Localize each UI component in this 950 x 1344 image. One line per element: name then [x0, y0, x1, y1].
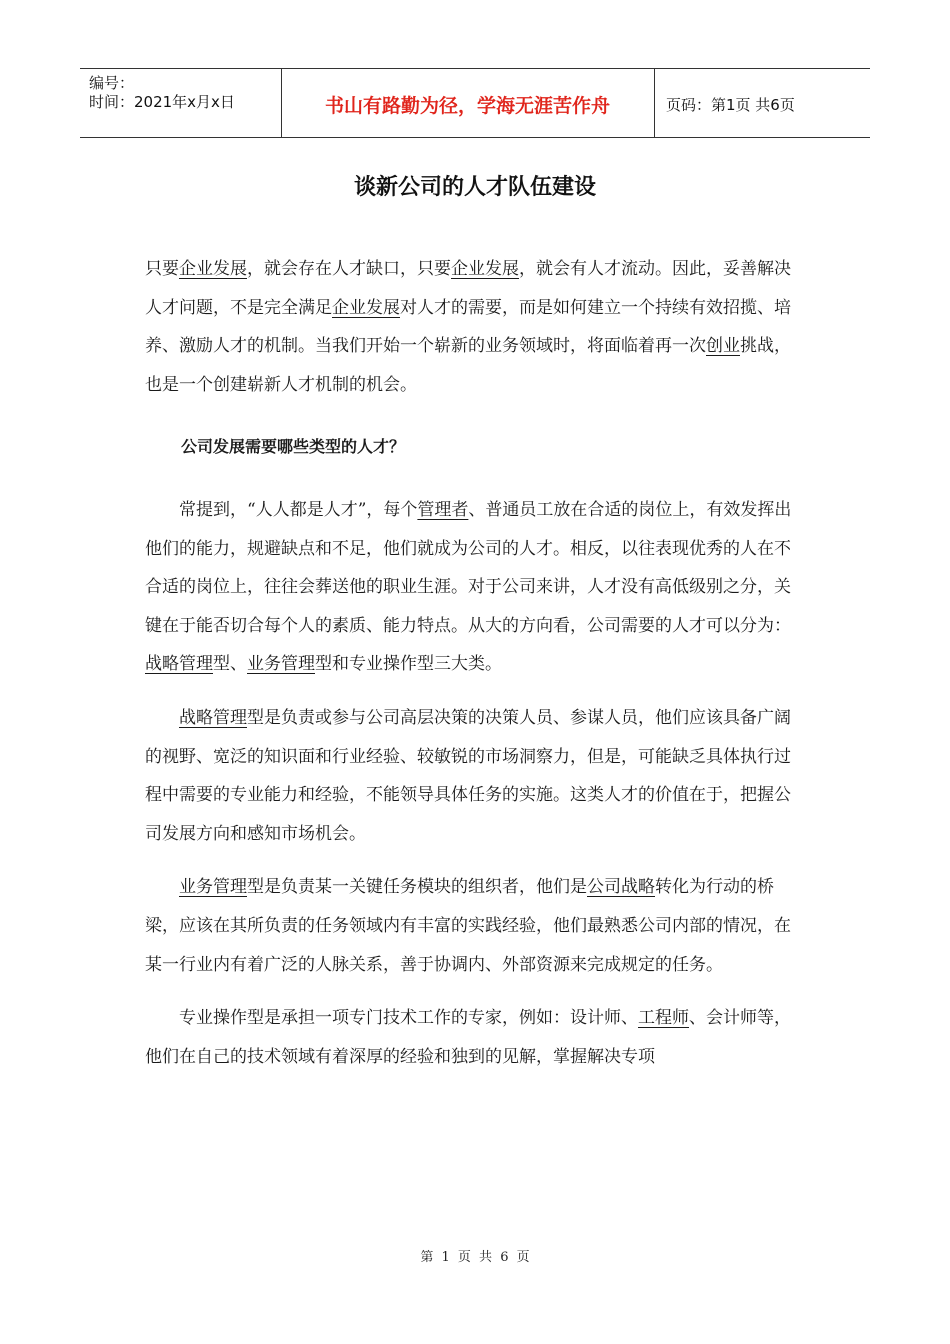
text-run: ，就会有人才流动。因此，妥善解决人才问题，不是完全满足	[145, 259, 791, 318]
link-entrepreneurship[interactable]: 创业	[706, 336, 740, 357]
motto: 书山有路勤为径，学海无涯苦作舟	[324, 95, 610, 117]
text-run: 、会计师等，他们在自己的技术领域有着深厚的经验和独到的见解，掌握解决专项	[145, 1008, 791, 1067]
page-info: 页码：第1页 共6页	[666, 96, 795, 114]
text-run: 型是负责或参与公司高层决策的决策人员、参谋人员，他们应该具备广阔的视野、宽泛的知识面和行业经验、较敏锐的市场洞察力，但是，可能缺乏具体执行过程中需要的专业能力和经验，不能领导具体任务的实施。这类人才的价值在于，把握公司发展方向和感知市场机会。	[145, 707, 791, 844]
date-label: 时间：2021年x月x日	[89, 93, 235, 111]
serial-label: 编号：	[89, 74, 135, 92]
text-run: 型和专业操作型三大类。	[315, 654, 502, 675]
header-meta-cell	[80, 69, 282, 137]
text-run: 对人才的需要，而是如何建立一个持续有效招揽、培养、激励人才的机制。当我们开始一个崭新的业务领域时，将面临着再一次	[145, 297, 791, 357]
subheading: 公司发展需要哪些类型的人才？	[181, 437, 406, 457]
header-table	[80, 68, 870, 138]
link-business-management[interactable]: 业务管理	[247, 654, 315, 675]
paragraph-professional	[145, 999, 805, 1076]
link-enterprise-development[interactable]: 企业发展	[179, 259, 247, 279]
header-page-cell	[654, 69, 870, 137]
text-run: 型、	[213, 654, 247, 675]
link-strategic-management[interactable]: 战略管理	[145, 654, 213, 675]
document-body	[145, 250, 805, 1091]
link-business-management[interactable]: 业务管理	[179, 877, 247, 898]
link-engineer[interactable]: 工程师	[638, 1008, 689, 1029]
paragraph-strategic	[145, 699, 805, 853]
link-enterprise-development[interactable]: 企业发展	[451, 259, 519, 279]
text-run: 专业操作型是承担一项专门技术工作的专家，例如：设计师、	[179, 1008, 638, 1029]
link-manager[interactable]: 管理者	[417, 499, 469, 520]
text-run: 型是负责某一关键任务模块的组织者，他们是	[247, 877, 587, 898]
paragraph-talent-types	[145, 491, 805, 684]
text-run: ，就会存在人才缺口，只要	[247, 259, 451, 279]
text-run: 转化为行动的桥梁，应该在其所负责的任务领域内有丰富的实践经验，他们最熟悉公司内部的情况，在某一行业内有着广泛的人脉关系，善于协调内、外部资源来完成规定的任务。	[145, 877, 791, 975]
text-run: 、普通员工放在合适的岗位上，有效发挥出他们的能力，规避缺点和不足，他们就成为公司的人才。相反，以往表现优秀的人在不合适的岗位上，往往会葬送他的职业生涯。对于公司来讲，人才没有高低级别之分，关键在于能否切合每个人的素质、能力特点。从大的方向看，公司需要的人才可以分为：	[145, 499, 792, 636]
page-footer: 第 1 页 共 6 页	[420, 1250, 530, 1265]
text-run: 挑战，也是一个创建崭新人才机制的机会。	[145, 336, 791, 395]
header-motto-cell	[281, 69, 655, 137]
link-strategic-management[interactable]: 战略管理	[179, 707, 247, 728]
paragraph-intro	[145, 250, 805, 404]
text-run: 常提到，“人人都是人才”，每个	[179, 499, 418, 520]
paragraph-business	[145, 868, 805, 984]
link-enterprise-development[interactable]: 企业发展	[332, 297, 400, 318]
document-title: 谈新公司的人才队伍建设	[353, 175, 596, 200]
text-run: 只要	[145, 259, 179, 279]
link-company-strategy[interactable]: 公司战略	[587, 877, 655, 898]
